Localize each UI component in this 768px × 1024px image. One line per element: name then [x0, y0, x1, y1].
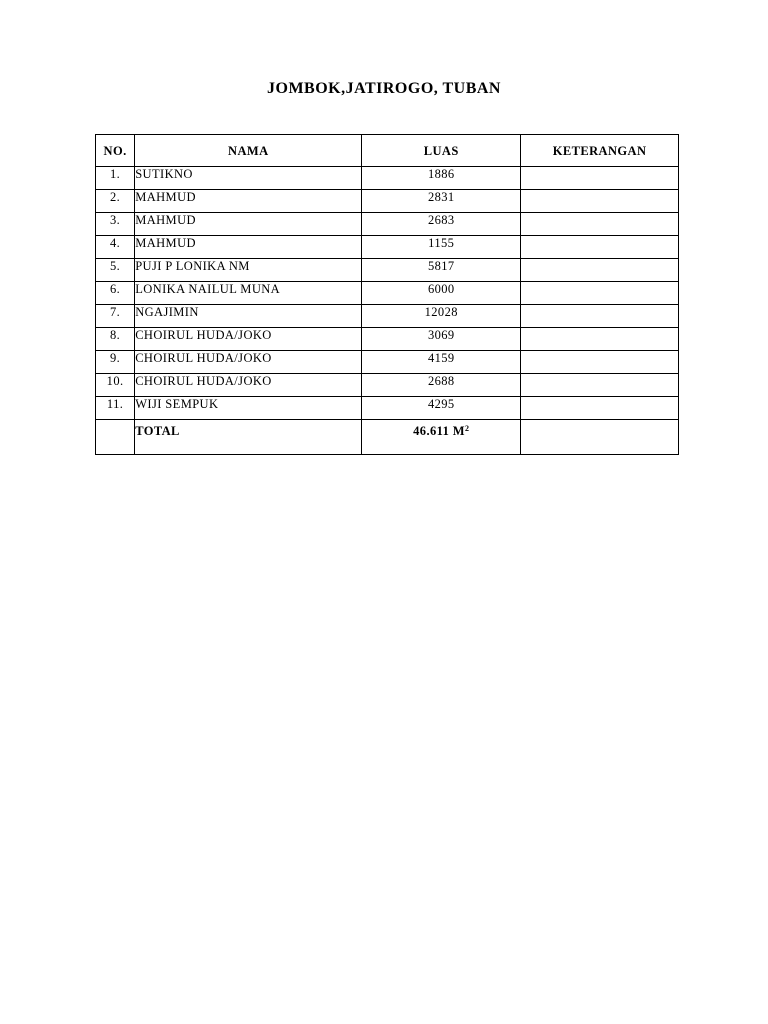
row-luas: 5817 [362, 259, 521, 282]
row-no: 11. [96, 397, 135, 420]
row-nama: MAHMUD [135, 236, 362, 259]
table-row [96, 305, 679, 328]
table-row [96, 328, 679, 351]
total-no-cell [96, 420, 135, 455]
row-keterangan [521, 305, 679, 328]
table-row [96, 259, 679, 282]
row-luas: 2683 [362, 213, 521, 236]
row-no: 8. [96, 328, 135, 351]
total-value: 46.611 M [413, 424, 465, 438]
row-keterangan [521, 374, 679, 397]
row-keterangan [521, 236, 679, 259]
row-nama: PUJI P LONIKA NM [135, 259, 362, 282]
row-keterangan [521, 213, 679, 236]
row-no: 10. [96, 374, 135, 397]
row-no: 7. [96, 305, 135, 328]
row-luas: 3069 [362, 328, 521, 351]
table-row [96, 351, 679, 374]
header-luas: LUAS [362, 135, 521, 167]
row-nama: MAHMUD [135, 190, 362, 213]
row-no: 5. [96, 259, 135, 282]
row-nama: CHOIRUL HUDA/JOKO [135, 328, 362, 351]
table-row [96, 236, 679, 259]
row-nama: LONIKA NAILUL MUNA [135, 282, 362, 305]
header-no: NO. [96, 135, 135, 167]
row-no: 1. [96, 167, 135, 190]
row-keterangan [521, 259, 679, 282]
total-value-cell [362, 420, 521, 455]
row-keterangan [521, 190, 679, 213]
page-title: JOMBOK,JATIROGO, TUBAN [267, 80, 501, 97]
table-row [96, 374, 679, 397]
row-luas: 4295 [362, 397, 521, 420]
row-nama: WIJI SEMPUK [135, 397, 362, 420]
table-row [96, 167, 679, 190]
total-row [96, 420, 679, 455]
total-label: TOTAL [135, 420, 362, 455]
row-luas: 2831 [362, 190, 521, 213]
row-keterangan [521, 167, 679, 190]
row-luas: 4159 [362, 351, 521, 374]
row-keterangan [521, 351, 679, 374]
table-row [96, 190, 679, 213]
land-area-table [95, 134, 679, 455]
table-row [96, 397, 679, 420]
row-no: 4. [96, 236, 135, 259]
row-nama: SUTIKNO [135, 167, 362, 190]
header-keterangan: KETERANGAN [521, 135, 679, 167]
table-row [96, 282, 679, 305]
row-luas: 2688 [362, 374, 521, 397]
row-nama: CHOIRUL HUDA/JOKO [135, 374, 362, 397]
row-luas: 12028 [362, 305, 521, 328]
row-luas: 6000 [362, 282, 521, 305]
total-keterangan-cell [521, 420, 679, 455]
row-keterangan [521, 397, 679, 420]
row-nama: MAHMUD [135, 213, 362, 236]
row-no: 9. [96, 351, 135, 374]
table-header-row [96, 135, 679, 167]
row-no: 2. [96, 190, 135, 213]
row-no: 3. [96, 213, 135, 236]
row-no: 6. [96, 282, 135, 305]
total-unit-superscript: 2 [464, 424, 470, 433]
row-nama: NGAJIMIN [135, 305, 362, 328]
row-nama: CHOIRUL HUDA/JOKO [135, 351, 362, 374]
table-row [96, 213, 679, 236]
row-luas: 1886 [362, 167, 521, 190]
row-luas: 1155 [362, 236, 521, 259]
table-body [96, 167, 679, 420]
row-keterangan [521, 282, 679, 305]
row-keterangan [521, 328, 679, 351]
header-nama: NAMA [135, 135, 362, 167]
